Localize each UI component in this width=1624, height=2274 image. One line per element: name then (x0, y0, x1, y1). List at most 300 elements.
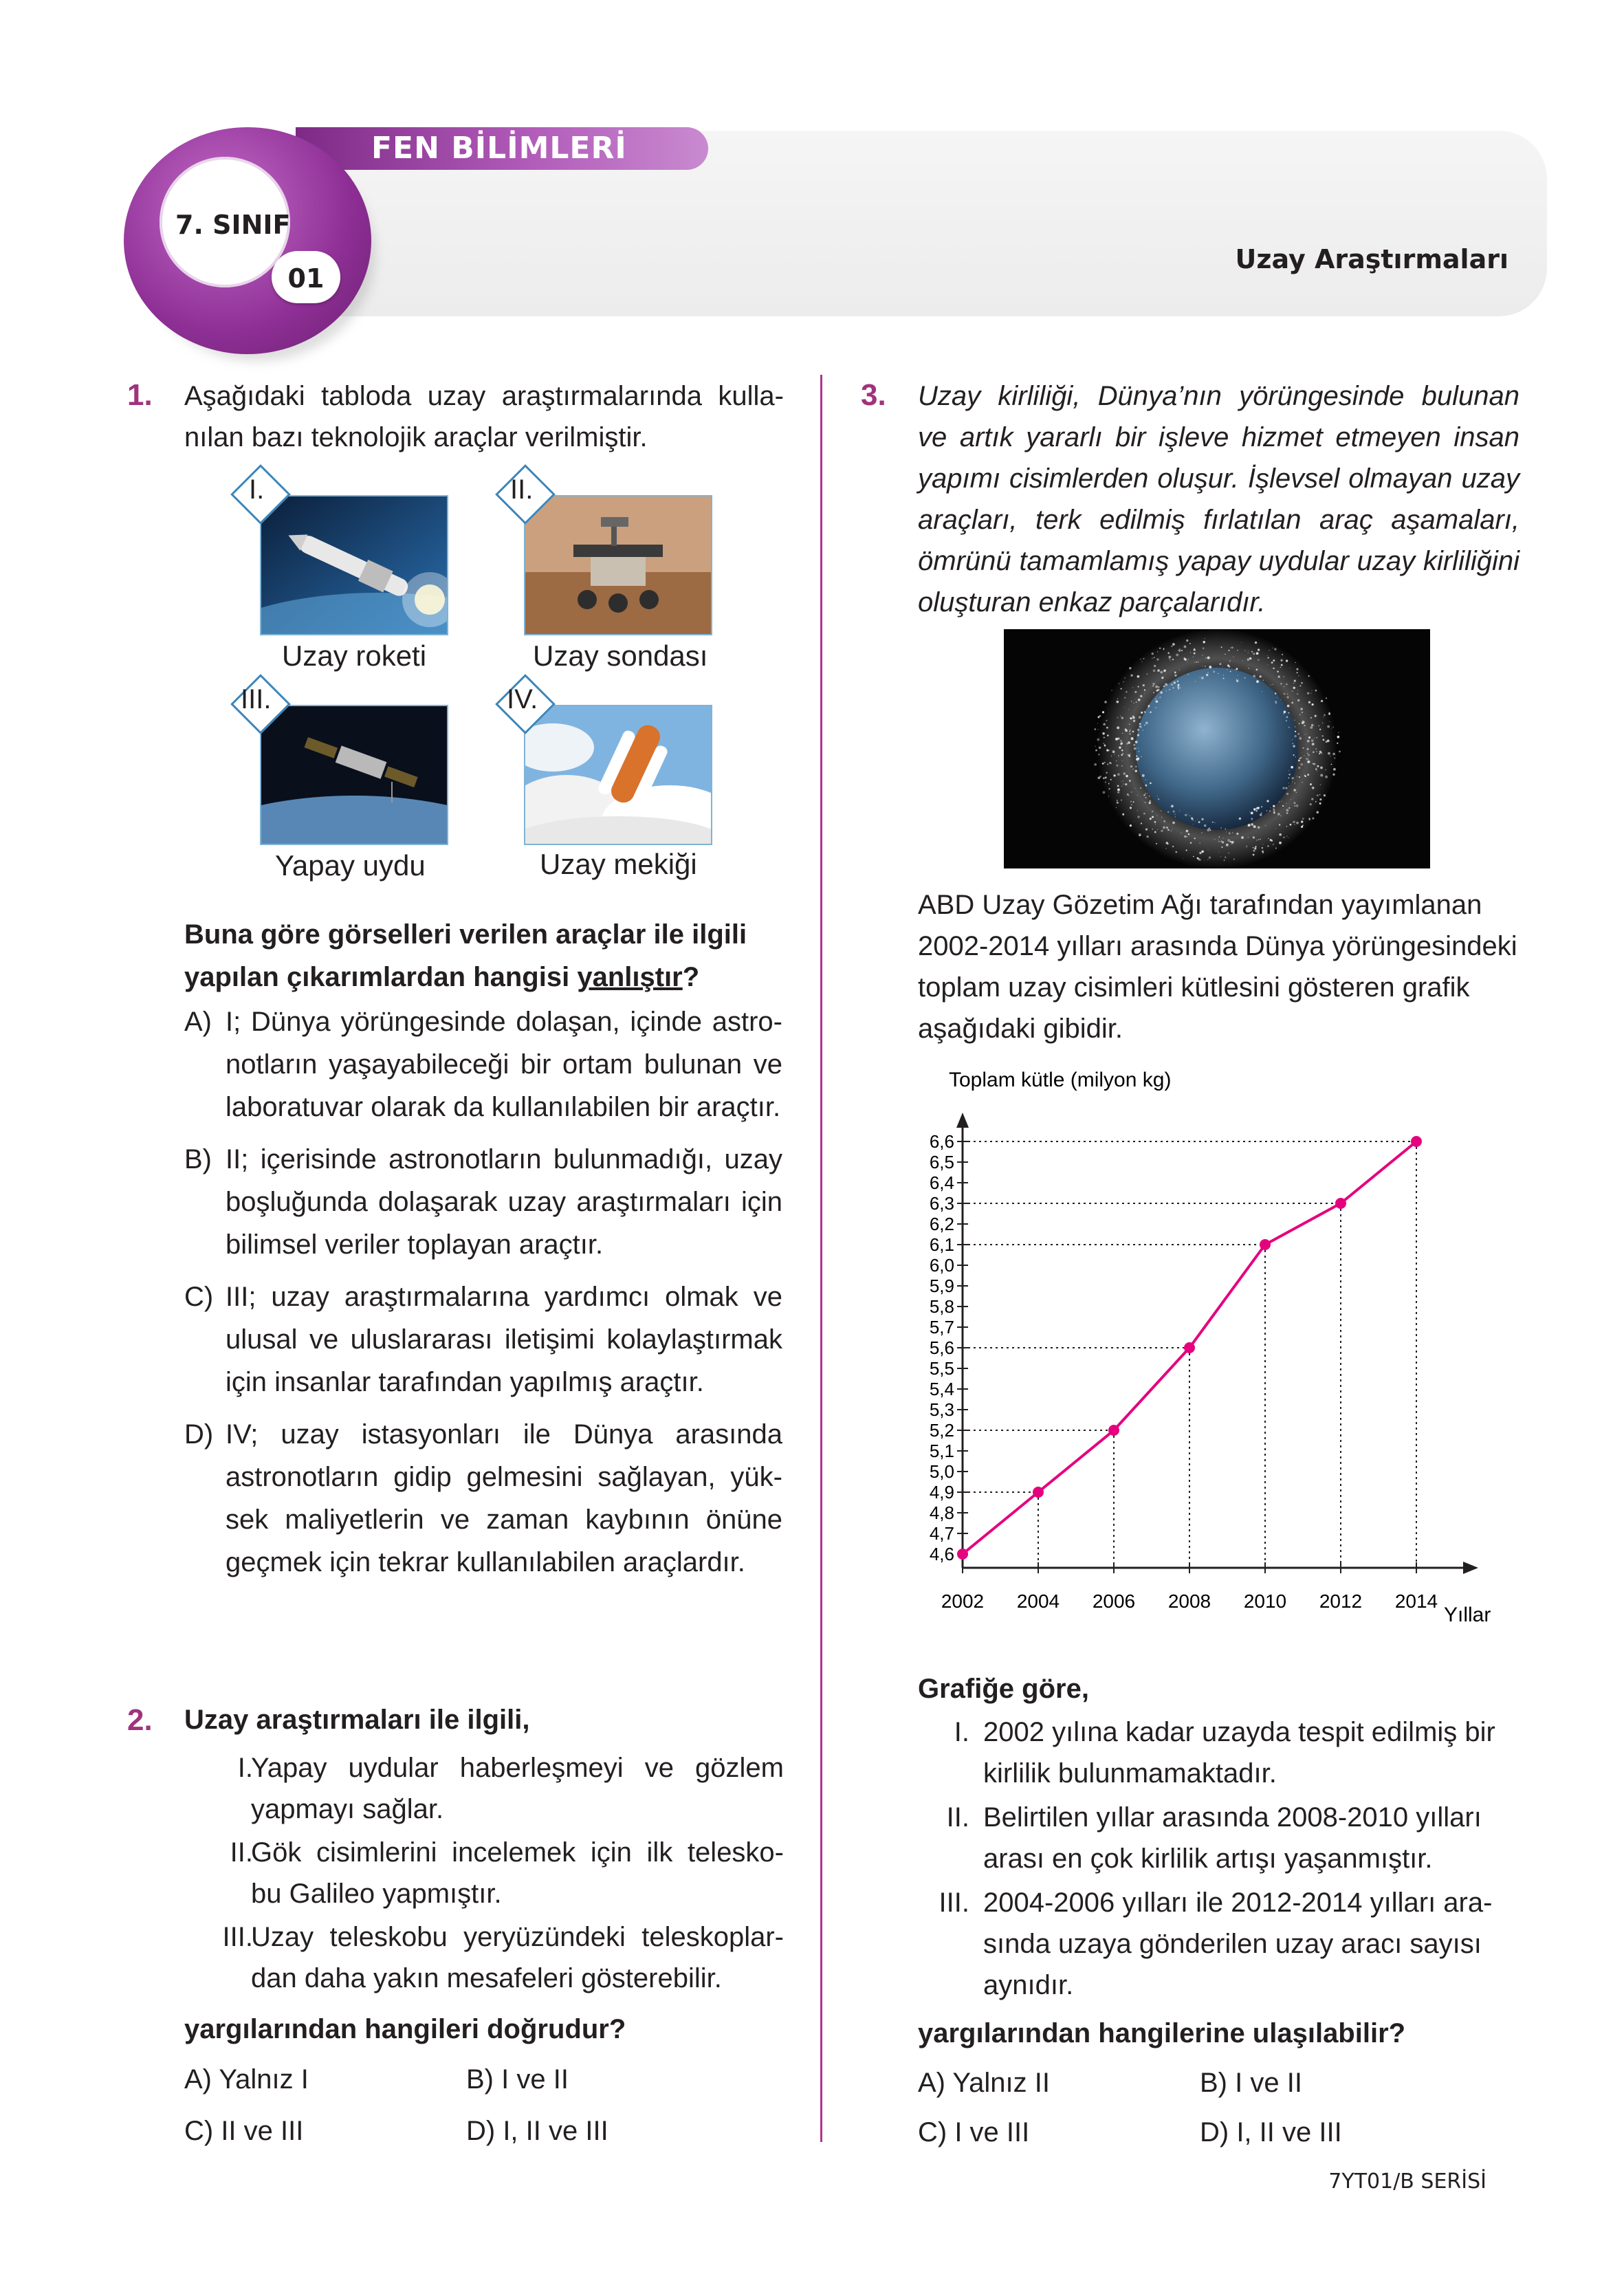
debris-particle (1275, 692, 1277, 695)
space-debris-image (1004, 629, 1430, 868)
debris-particle (1209, 856, 1211, 858)
q1-option-d-letter[interactable]: D) (184, 1419, 214, 1450)
debris-particle (1116, 701, 1119, 703)
debris-particle (1178, 688, 1179, 690)
debris-particle (1180, 648, 1181, 649)
debris-particle (1227, 839, 1230, 842)
debris-particle (1332, 774, 1335, 776)
q3-statement-iii-line1: 2004-2006 yılları ile 2012-2014 yılları ara- (983, 1888, 1493, 1918)
q2-statement-i-line2: yapmayı sağlar. (251, 1794, 444, 1824)
debris-particle (1215, 822, 1216, 823)
q2-option-b[interactable]: B) I ve II (466, 2064, 569, 2095)
debris-particle (1237, 675, 1238, 676)
debris-particle (1332, 727, 1334, 728)
debris-particle (1301, 820, 1303, 822)
debris-particle (1307, 753, 1308, 754)
q1-option-a-line1: I; Dünya yörüngesinde dolaşan, içinde astro- (226, 1007, 782, 1037)
debris-particle (1300, 763, 1303, 766)
debris-particle (1225, 829, 1226, 830)
debris-particle (1129, 724, 1130, 725)
debris-particle (1138, 699, 1141, 701)
debris-particle (1312, 690, 1313, 691)
chart-data-point (1184, 1342, 1195, 1353)
q3-question: yargılarından hangilerine ulaşılabilir? (918, 2018, 1406, 2048)
debris-particle (1161, 677, 1163, 679)
debris-particle (1104, 724, 1105, 725)
debris-particle (1173, 811, 1175, 813)
debris-particle (1126, 691, 1128, 693)
column-divider (820, 375, 822, 2142)
debris-particle (1315, 690, 1317, 692)
q2-statement-iii-line2: dan daha yakın mesafeleri gösterebilir. (251, 1963, 722, 1993)
q1-option-a-letter[interactable]: A) (184, 1007, 212, 1037)
q3-option-c[interactable]: C) I ve III (918, 2117, 1030, 2147)
image-label-i: I. (249, 474, 265, 505)
debris-particle (1155, 686, 1158, 688)
debris-particle (1152, 686, 1154, 687)
debris-particle (1301, 826, 1303, 828)
debris-particle (1275, 847, 1277, 849)
chart-y-tick-label: 4,8 (929, 1502, 954, 1523)
debris-particle (1299, 723, 1300, 724)
debris-particle (1145, 712, 1146, 713)
debris-particle (1222, 841, 1224, 843)
debris-particle (1137, 810, 1138, 811)
q3-source-line2: 2002-2014 yılları arasında Dünya yörüngesindeki (918, 931, 1517, 961)
debris-particle (1174, 681, 1176, 684)
debris-particle (1247, 837, 1249, 838)
debris-particle (1313, 751, 1315, 753)
debris-particle (1142, 774, 1145, 777)
debris-particle (1143, 794, 1145, 796)
debris-particle (1120, 743, 1121, 745)
debris-particle (1125, 728, 1127, 730)
debris-particle (1233, 858, 1235, 860)
debris-particle (1201, 677, 1204, 679)
debris-particle (1122, 753, 1123, 754)
q1-option-a-line2: notların yaşayabileceği bir ortam bulunan ve (226, 1049, 782, 1080)
q2-statement-iii-roman: III. (222, 1922, 253, 1952)
debris-particle (1128, 754, 1130, 756)
debris-particle (1143, 658, 1144, 659)
debris-particle (1131, 737, 1134, 740)
q2-number: 2. (127, 1703, 153, 1737)
debris-particle (1123, 772, 1126, 774)
debris-particle (1322, 735, 1324, 736)
debris-particle (1095, 750, 1097, 752)
debris-particle (1125, 783, 1127, 785)
q1-option-c-letter[interactable]: C) (184, 1282, 214, 1312)
debris-particle (1117, 785, 1119, 787)
debris-particle (1331, 764, 1332, 765)
debris-particle (1236, 668, 1238, 670)
debris-particle (1294, 805, 1295, 807)
q1-option-c-line2: ulusal ve uluslararası iletişimi kolaylaştırmak (226, 1324, 782, 1355)
debris-particle (1299, 737, 1302, 740)
debris-particle (1221, 646, 1222, 648)
debris-particle (1308, 818, 1310, 819)
debris-particle (1186, 830, 1189, 833)
debris-particle (1210, 830, 1211, 831)
q3-intro-line5: ömrünü tamamlamış yapay uydular uzay kirliliğini (918, 546, 1519, 576)
q1-option-b-line3: bilimsel veriler toplayan araçtır. (226, 1229, 604, 1260)
debris-particle (1152, 653, 1154, 655)
debris-particle (1275, 701, 1277, 703)
chart-x-axis-label: Yıllar (1444, 1604, 1491, 1626)
q3-option-a[interactable]: A) Yalnız II (918, 2068, 1050, 2098)
debris-particle (1295, 731, 1296, 732)
q2-statement-i-roman: I. (237, 1753, 253, 1783)
debris-particle (1325, 776, 1328, 778)
debris-particle (1302, 824, 1304, 826)
debris-particle (1288, 712, 1290, 714)
debris-particle (1178, 649, 1181, 652)
q3-source-line4: aşağıdaki gibidir. (918, 1014, 1123, 1044)
debris-particle (1229, 660, 1231, 662)
debris-particle (1132, 769, 1134, 770)
debris-particle (1234, 669, 1235, 670)
debris-particle (1161, 830, 1163, 832)
debris-particle (1203, 647, 1205, 649)
debris-particle (1171, 805, 1174, 807)
debris-particle (1293, 687, 1295, 689)
debris-particle (1148, 706, 1150, 708)
debris-particle (1094, 763, 1097, 766)
debris-particle (1152, 816, 1154, 818)
chart-x-tick-label: 2008 (1167, 1590, 1211, 1612)
debris-particle (1337, 736, 1340, 739)
debris-particle (1307, 692, 1309, 695)
debris-particle (1102, 732, 1104, 734)
debris-particle (1218, 673, 1219, 675)
chart-y-tick-label: 6,3 (929, 1193, 954, 1214)
debris-particle (1236, 680, 1238, 682)
debris-particle (1307, 761, 1310, 763)
debris-particle (1139, 833, 1141, 836)
debris-particle (1105, 776, 1107, 778)
debris-particle (1286, 696, 1288, 698)
debris-particle (1157, 651, 1158, 652)
chart-y-tick-label: 5,5 (929, 1358, 954, 1379)
debris-particle (1129, 667, 1131, 669)
chart-data-point (1335, 1198, 1346, 1209)
debris-particle (1121, 799, 1122, 800)
debris-particle (1242, 660, 1243, 661)
debris-particle (1254, 847, 1256, 849)
debris-particle (1315, 801, 1317, 802)
debris-particle (1292, 781, 1293, 782)
debris-particle (1228, 650, 1229, 651)
debris-particle (1133, 801, 1134, 802)
debris-particle (1160, 691, 1163, 694)
debris-particle (1253, 653, 1255, 655)
debris-particle (1302, 712, 1303, 713)
q1-option-b-line1: II; içerisinde astronotların bulunmadığı, uzay (226, 1144, 782, 1174)
chart-y-tick-label: 4,6 (929, 1544, 954, 1564)
debris-particle (1253, 847, 1254, 849)
debris-particle (1288, 777, 1289, 778)
debris-particle (1130, 674, 1133, 677)
debris-particle (1308, 736, 1310, 739)
debris-particle (1145, 785, 1147, 787)
debris-particle (1156, 700, 1158, 702)
debris-particle (1253, 854, 1255, 856)
debris-particle (1271, 662, 1273, 664)
debris-particle (1313, 763, 1314, 765)
debris-particle (1133, 720, 1136, 723)
debris-particle (1221, 846, 1222, 848)
debris-particle (1226, 831, 1227, 832)
debris-particle (1139, 716, 1141, 718)
debris-particle (1273, 808, 1274, 809)
debris-particle (1106, 727, 1108, 729)
q3-option-b[interactable]: B) I ve II (1200, 2068, 1302, 2098)
debris-particle (1163, 820, 1165, 822)
q3-intro-line3: yapımı cisimlerden oluşur. İşlevsel olmayan uzay (918, 463, 1519, 494)
debris-particle (1099, 715, 1101, 717)
chart-y-axis-label: Toplam kütle (milyon kg) (949, 1069, 1172, 1091)
debris-particle (1279, 842, 1282, 844)
debris-particle (1312, 818, 1314, 820)
debris-particle (1298, 767, 1300, 769)
debris-particle (1209, 666, 1211, 668)
debris-particle (1230, 647, 1231, 648)
debris-particle (1117, 726, 1119, 729)
chart-y-tick-label: 6,5 (929, 1152, 954, 1172)
q2-statement-ii-line1: Gök cisimlerini incelemek için ilk telesko- (251, 1837, 784, 1868)
debris-particle (1135, 741, 1138, 743)
debris-particle (1220, 856, 1221, 857)
q1-question-text: yapılan çıkarımlardan hangisi (184, 962, 578, 992)
debris-particle (1205, 657, 1207, 659)
debris-particle (1253, 825, 1256, 828)
debris-particle (1293, 683, 1294, 684)
debris-particle (1121, 754, 1122, 756)
debris-particle (1287, 705, 1290, 708)
debris-particle (1136, 748, 1137, 749)
q1-question-emphasis: yanlıştır (577, 962, 683, 992)
debris-particle (1112, 750, 1115, 753)
debris-particle (1144, 725, 1145, 726)
debris-particle (1187, 814, 1188, 815)
q3-intro-line1: Uzay kirliliği, Dünya’nın yörüngesinde bulunan (918, 381, 1519, 411)
debris-particle (1174, 813, 1175, 814)
debris-particle (1320, 774, 1323, 776)
debris-particle (1102, 763, 1104, 765)
chart-y-tick-label: 5,7 (929, 1317, 954, 1337)
chart-y-tick-label: 5,4 (929, 1379, 954, 1399)
q1-option-d-line2: astronotların gidip gelmesini sağlayan, yük- (226, 1462, 782, 1492)
debris-particle (1169, 689, 1170, 690)
debris-particle (1117, 800, 1118, 801)
topic-title: Uzay Araştırmaları (1235, 244, 1508, 274)
debris-particle (1187, 674, 1189, 675)
debris-particle (1232, 832, 1233, 833)
debris-particle (1197, 819, 1198, 820)
debris-particle (1147, 674, 1148, 675)
debris-particle (1251, 823, 1253, 826)
debris-particle (1165, 848, 1166, 849)
debris-particle (1304, 734, 1305, 735)
debris-particle (1239, 818, 1241, 820)
debris-particle (1126, 743, 1128, 745)
debris-particle (1290, 824, 1292, 826)
debris-particle (1166, 827, 1168, 829)
q3-statement-i-roman: I. (954, 1717, 969, 1747)
debris-particle (1268, 838, 1269, 839)
debris-particle (1110, 779, 1112, 780)
debris-particle (1108, 788, 1110, 789)
debris-particle (1313, 763, 1315, 765)
debris-particle (1293, 802, 1295, 804)
debris-particle (1153, 670, 1155, 672)
debris-particle (1310, 726, 1313, 729)
debris-particle (1288, 774, 1290, 775)
debris-particle (1256, 810, 1258, 811)
q2-option-a[interactable]: A) Yalnız I (184, 2064, 309, 2095)
debris-particle (1097, 729, 1098, 730)
debris-particle (1279, 833, 1282, 836)
debris-particle (1172, 846, 1174, 847)
debris-particle (1185, 814, 1187, 816)
debris-particle (1251, 651, 1253, 653)
debris-particle (1150, 800, 1151, 802)
debris-particle (1146, 835, 1148, 838)
debris-particle (1280, 699, 1281, 700)
debris-particle (1302, 747, 1304, 749)
debris-particle (1195, 821, 1196, 822)
debris-particle (1314, 738, 1315, 739)
chart-y-tick-label: 6,6 (929, 1131, 954, 1152)
debris-particle (1121, 717, 1123, 719)
debris-particle (1129, 780, 1131, 782)
q2-question: yargılarından hangileri doğrudur? (184, 2014, 626, 2044)
image-label-ii: II. (510, 474, 534, 505)
debris-particle (1181, 833, 1182, 834)
debris-particle (1329, 712, 1330, 714)
debris-particle (1294, 720, 1295, 721)
debris-particle (1172, 659, 1174, 660)
debris-particle (1302, 682, 1303, 684)
debris-particle (1287, 694, 1288, 695)
debris-particle (1117, 791, 1119, 794)
debris-particle (1315, 748, 1317, 750)
q1-question-line2 (184, 956, 789, 998)
debris-particle (1284, 693, 1286, 695)
debris-particle (1321, 700, 1323, 702)
debris-particle (1154, 657, 1155, 658)
debris-particle (1137, 734, 1139, 736)
debris-particle (1310, 717, 1312, 719)
debris-particle (1189, 643, 1191, 644)
debris-particle (1296, 822, 1299, 824)
debris-particle (1288, 807, 1290, 809)
debris-particle (1207, 829, 1209, 831)
debris-particle (1145, 802, 1146, 803)
debris-particle (1229, 832, 1231, 834)
debris-particle (1095, 728, 1096, 730)
debris-particle (1134, 747, 1137, 750)
debris-particle (1222, 666, 1223, 667)
debris-particle (1310, 803, 1312, 805)
debris-particle (1260, 839, 1261, 840)
debris-particle (1196, 662, 1197, 663)
debris-particle (1186, 849, 1187, 851)
debris-particle (1163, 827, 1165, 829)
q2-option-d[interactable]: D) I, II ve III (466, 2116, 608, 2146)
chart-x-tick-label: 2004 (1016, 1590, 1060, 1612)
debris-particle (1214, 839, 1215, 840)
q3-intro-line6: oluşturan enkaz parçalarıdır. (918, 587, 1266, 617)
debris-particle (1193, 856, 1194, 857)
debris-particle (1108, 783, 1110, 785)
debris-particle (1260, 675, 1262, 677)
debris-particle (1297, 672, 1298, 673)
debris-particle (1293, 743, 1294, 745)
debris-particle (1103, 777, 1105, 779)
debris-particle (1299, 758, 1301, 759)
debris-particle (1258, 827, 1260, 829)
debris-particle (1231, 841, 1234, 844)
debris-particle (1206, 674, 1208, 676)
debris-particle (1317, 794, 1319, 796)
debris-particle (1231, 646, 1233, 648)
debris-particle (1179, 669, 1180, 670)
debris-particle (1177, 680, 1179, 682)
q3-statement-iii-roman: III. (939, 1888, 969, 1918)
debris-particle (1270, 807, 1271, 808)
debris-particle (1194, 838, 1196, 839)
debris-particle (1296, 792, 1297, 793)
debris-particle (1194, 648, 1196, 651)
debris-particle (1293, 789, 1295, 791)
q1-option-d-line3: sek maliyetlerin ve zaman kaybının önüne (226, 1505, 782, 1535)
debris-particle (1286, 793, 1288, 795)
debris-particle (1153, 692, 1154, 693)
debris-particle (1097, 739, 1099, 741)
debris-particle (1298, 675, 1299, 677)
debris-particle (1311, 798, 1313, 800)
debris-particle (1292, 739, 1293, 740)
debris-particle (1324, 714, 1326, 717)
debris-particle (1169, 656, 1172, 659)
debris-particle (1316, 811, 1319, 813)
q1-option-b-letter[interactable]: B) (184, 1144, 212, 1174)
debris-particle (1102, 711, 1104, 713)
debris-particle (1124, 697, 1126, 699)
debris-particle (1308, 675, 1310, 677)
debris-particle (1256, 669, 1258, 671)
debris-particle (1313, 787, 1315, 789)
debris-particle (1311, 724, 1313, 726)
debris-particle (1311, 703, 1313, 706)
debris-particle (1258, 648, 1260, 651)
debris-particle (1124, 677, 1125, 678)
debris-particle (1253, 675, 1255, 677)
q1-option-d-line4: geçmek için tekrar kullanılabilen araçlardır. (226, 1547, 745, 1577)
q2-statement-ii-roman: II. (230, 1837, 253, 1868)
mass-line-chart (894, 1059, 1526, 1637)
debris-particle (1194, 653, 1196, 655)
debris-particle (1286, 684, 1288, 686)
debris-particle (1205, 666, 1206, 667)
debris-particle (1148, 802, 1150, 804)
debris-particle (1186, 639, 1188, 642)
q2-option-c[interactable]: C) II ve III (184, 2116, 304, 2146)
q3-option-d[interactable]: D) I, II ve III (1200, 2117, 1342, 2147)
debris-particle (1291, 766, 1293, 769)
debris-particle (1121, 750, 1123, 751)
